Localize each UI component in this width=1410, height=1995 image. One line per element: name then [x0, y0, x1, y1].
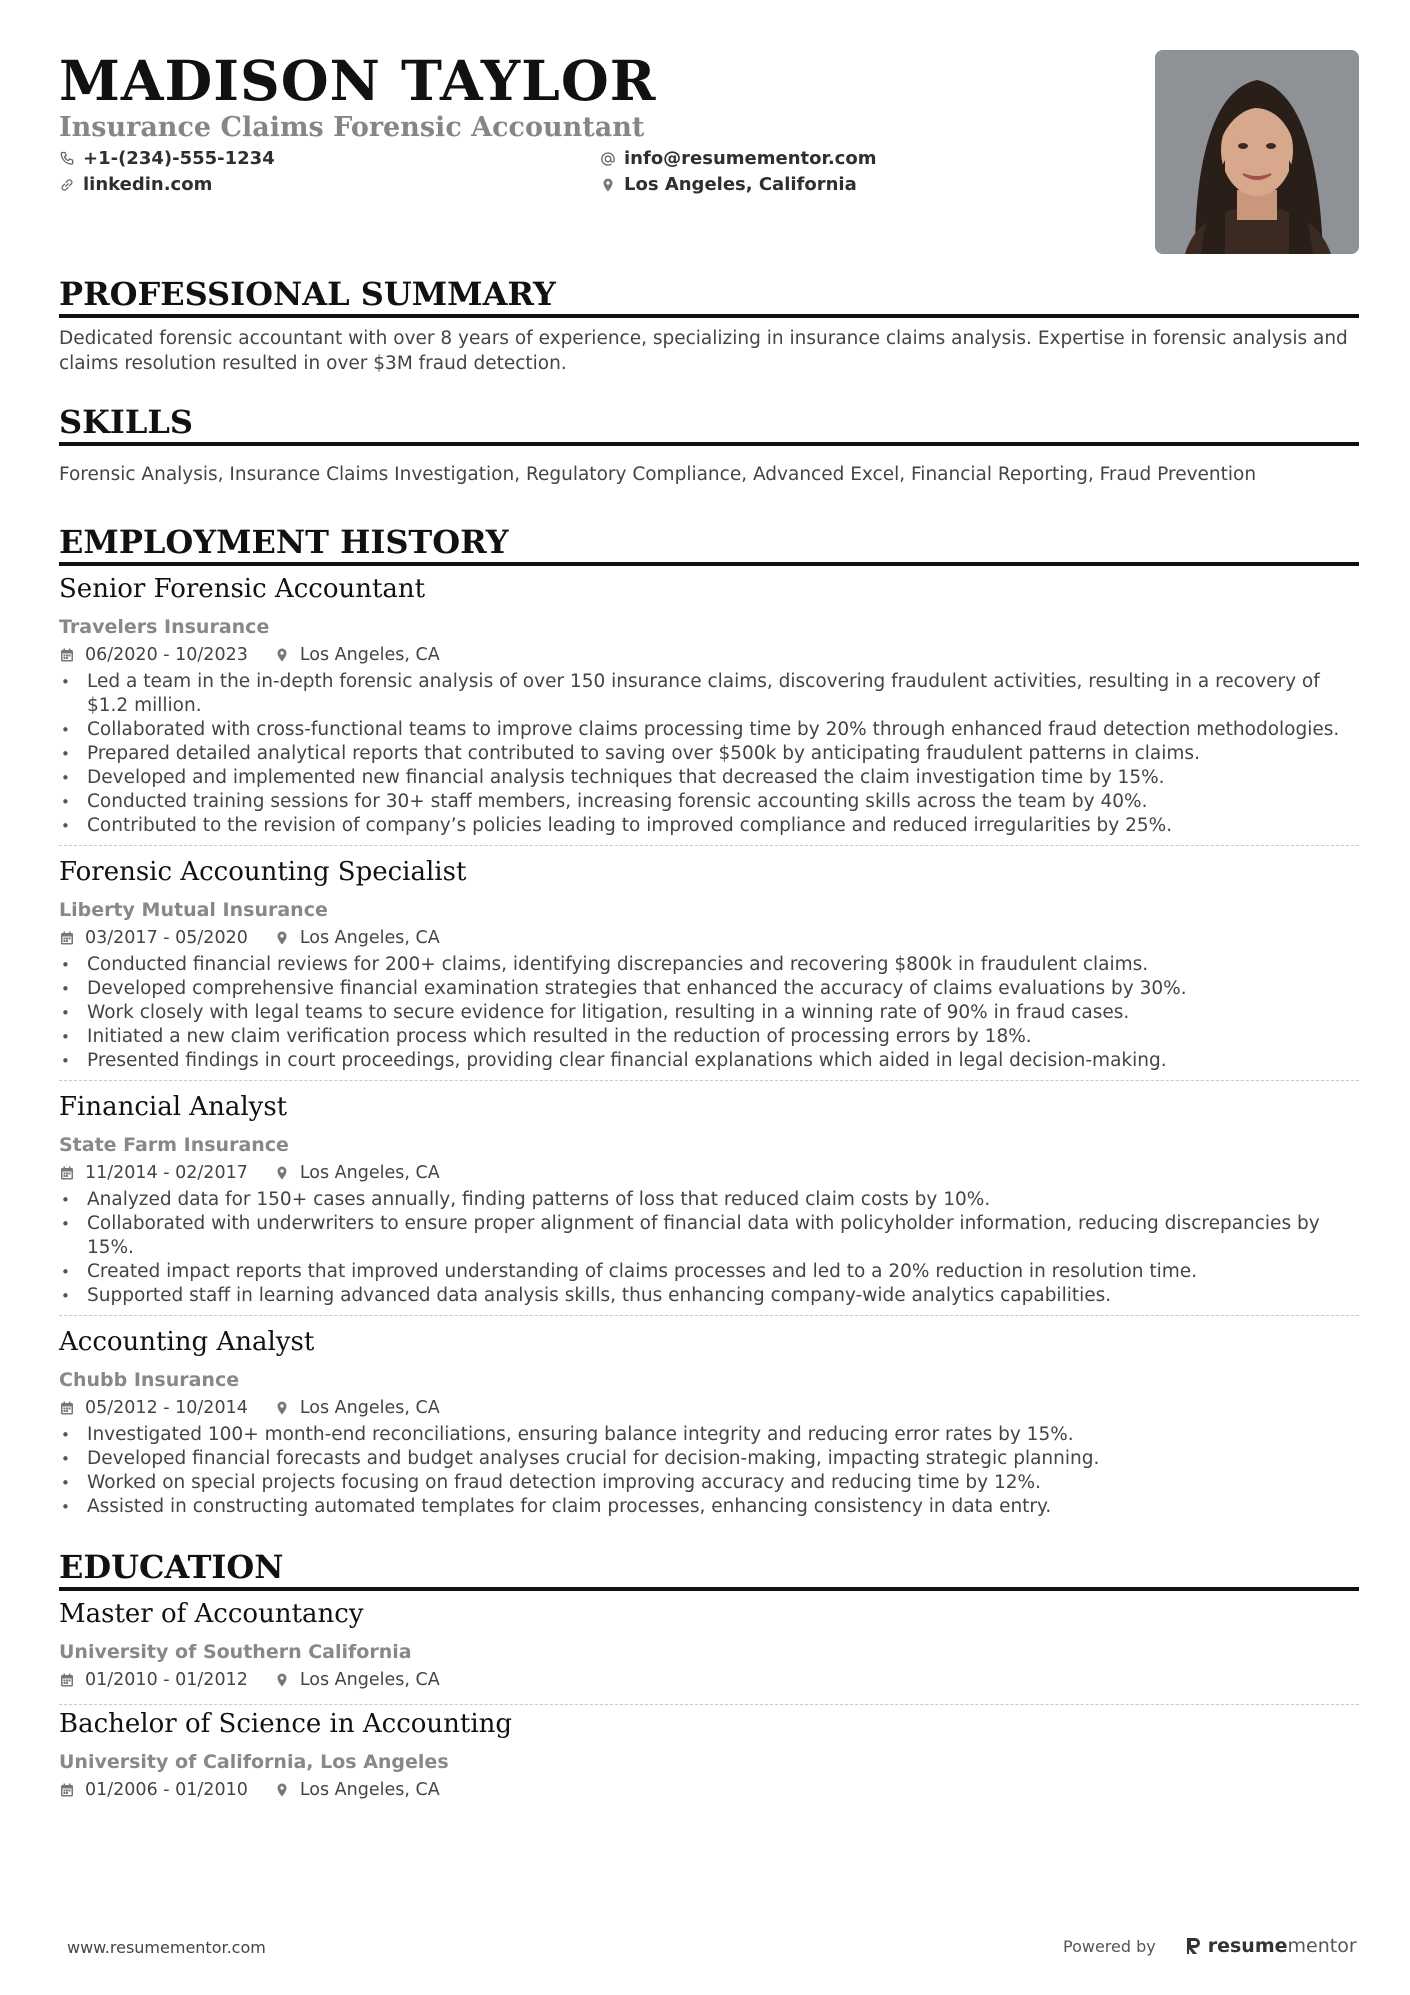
job-meta	[59, 1161, 440, 1185]
powered-by-label: Powered by	[1063, 1936, 1156, 1956]
footer-powered-by	[1063, 1935, 1357, 1957]
linkedin-text: linkedin.com	[83, 174, 213, 195]
education-divider	[59, 1704, 1359, 1705]
skills-heading: SKILLS	[59, 402, 1359, 446]
contact-phone	[59, 147, 275, 171]
calendar-icon	[59, 1672, 75, 1688]
job-divider	[59, 1080, 1359, 1081]
job-meta	[59, 643, 440, 667]
job-bullets	[59, 953, 1359, 1073]
job-meta	[59, 926, 440, 950]
degree-title: Bachelor of Science in Accounting	[59, 1709, 513, 1739]
candidate-name: MADISON TAYLOR	[59, 48, 657, 113]
list-item: • Developed and implemented new financial analysis techniques that decreased the claim investigation time by 15%.	[59, 766, 1359, 790]
list-item: • Created impact reports that improved understanding of claims processes and led to a 20% reduction in resolution time.	[59, 1260, 1359, 1284]
employment-heading: EMPLOYMENT HISTORY	[59, 522, 1359, 566]
education-dates: 01/2010 - 01/2012	[85, 1670, 248, 1690]
list-item: • Presented findings in court proceedings, providing clear financial explanations which aided in legal decision-making.	[59, 1049, 1359, 1073]
job-divider	[59, 1315, 1359, 1316]
location-text: Los Angeles, California	[624, 174, 857, 195]
list-item: • Developed financial forecasts and budget analyses crucial for decision-making, impacting strategic planning.	[59, 1447, 1359, 1471]
location-pin-icon	[274, 930, 290, 946]
education-meta	[59, 1778, 440, 1802]
list-item: • Initiated a new claim verification process which resulted in the reduction of processing errors by 18%.	[59, 1025, 1359, 1049]
email-text: info@resumementor.com	[624, 148, 877, 169]
list-item: • Collaborated with cross-functional teams to improve claims processing time by 20% through enhanced fraud detection methodologies.	[59, 718, 1359, 742]
list-item: • Led a team in the in-depth forensic analysis of over 150 insurance claims, discovering fraudulent activities, resulting in a recovery of $1.2 million.	[59, 670, 1359, 718]
job-bullets	[59, 670, 1359, 838]
job-dates: 03/2017 - 05/2020	[85, 928, 248, 948]
contact-linkedin	[59, 173, 212, 197]
job-company: Travelers Insurance	[59, 616, 270, 638]
education-meta	[59, 1668, 440, 1692]
list-item: • Analyzed data for 150+ cases annually, finding patterns of loss that reduced claim costs by 10%.	[59, 1188, 1359, 1212]
list-item: • Prepared detailed analytical reports that contributed to saving over $500k by anticipating fraudulent patterns in claims.	[59, 742, 1359, 766]
degree-title: Master of Accountancy	[59, 1599, 364, 1629]
job-dates: 05/2012 - 10/2014	[85, 1398, 248, 1418]
contact-location	[600, 173, 857, 197]
list-item: • Contributed to the revision of company’s policies leading to improved compliance and reduced irregularities by 25%.	[59, 814, 1359, 838]
summary-heading: PROFESSIONAL SUMMARY	[59, 274, 1359, 318]
job-title: Forensic Accounting Specialist	[59, 857, 467, 887]
resumementor-logo-icon	[1184, 1936, 1202, 1956]
location-pin-icon	[274, 1672, 290, 1688]
calendar-icon	[59, 647, 75, 663]
location-pin-icon	[274, 1782, 290, 1798]
location-pin-icon	[274, 1400, 290, 1416]
list-item: • Collaborated with underwriters to ensure proper alignment of financial data with policyholder information, reducing discrepancies by 15%.	[59, 1212, 1359, 1260]
job-company: Chubb Insurance	[59, 1369, 240, 1391]
footer-website-link[interactable]: www.resumementor.com	[67, 1938, 266, 1957]
link-icon	[59, 177, 75, 193]
job-meta	[59, 1396, 440, 1420]
calendar-icon	[59, 1400, 75, 1416]
calendar-icon	[59, 1165, 75, 1181]
job-company: State Farm Insurance	[59, 1134, 289, 1156]
education-location: Los Angeles, CA	[299, 1670, 440, 1690]
summary-text: Dedicated forensic accountant with over 8 years of experience, specializing in insurance claims analysis. Expertise in forensic analysis and claims resolution resulted in over $3M fraud detection.	[59, 328, 1348, 374]
job-company: Liberty Mutual Insurance	[59, 899, 328, 921]
list-item: • Developed comprehensive financial examination strategies that enhanced the accuracy of claims evaluations by 30%.	[59, 977, 1359, 1001]
profile-photo	[1155, 50, 1359, 254]
skills-text: Forensic Analysis, Insurance Claims Investigation, Regulatory Compliance, Advanced Excel, Financial Reporting, Fraud Prevention	[59, 464, 1257, 485]
job-location: Los Angeles, CA	[299, 645, 440, 665]
list-item: • Investigated 100+ month-end reconciliations, ensuring balance integrity and reducing error rates by 15%.	[59, 1423, 1359, 1447]
brand-name-bold: resume	[1207, 1935, 1288, 1957]
list-item: • Conducted training sessions for 30+ staff members, increasing forensic accounting skills across the team by 40%.	[59, 790, 1359, 814]
calendar-icon	[59, 1782, 75, 1798]
job-bullets	[59, 1423, 1359, 1519]
at-icon	[600, 151, 616, 167]
education-location: Los Angeles, CA	[299, 1780, 440, 1800]
candidate-title: Insurance Claims Forensic Accountant	[59, 112, 645, 143]
phone-text: +1-(234)-555-1234	[83, 148, 275, 169]
list-item: • Worked on special projects focusing on fraud detection improving accuracy and reducing time by 12%.	[59, 1471, 1359, 1495]
job-location: Los Angeles, CA	[299, 1163, 440, 1183]
school-name: University of California, Los Angeles	[59, 1751, 449, 1773]
location-pin-icon	[274, 1165, 290, 1181]
list-item: • Conducted financial reviews for 200+ claims, identifying discrepancies and recovering $800k in fraudulent claims.	[59, 953, 1359, 977]
contact-email	[600, 147, 876, 171]
job-bullets	[59, 1188, 1359, 1308]
brand-logo[interactable]	[1184, 1935, 1357, 1957]
job-dates: 06/2020 - 10/2023	[85, 645, 248, 665]
job-title: Accounting Analyst	[59, 1327, 315, 1357]
job-dates: 11/2014 - 02/2017	[85, 1163, 248, 1183]
job-title: Senior Forensic Accountant	[59, 574, 426, 604]
location-pin-icon	[600, 177, 616, 193]
list-item: • Supported staff in learning advanced data analysis skills, thus enhancing company-wide analytics capabilities.	[59, 1284, 1359, 1308]
list-item: • Work closely with legal teams to secure evidence for litigation, resulting in a winning rate of 90% in fraud cases.	[59, 1001, 1359, 1025]
education-dates: 01/2006 - 01/2010	[85, 1780, 248, 1800]
job-title: Financial Analyst	[59, 1092, 288, 1122]
phone-icon	[59, 151, 75, 167]
education-heading: EDUCATION	[59, 1547, 1359, 1591]
job-divider	[59, 845, 1359, 846]
list-item: • Assisted in constructing automated templates for claim processes, enhancing consistency in data entry.	[59, 1495, 1359, 1519]
school-name: University of Southern California	[59, 1641, 412, 1663]
calendar-icon	[59, 930, 75, 946]
portrait-image	[1155, 50, 1359, 254]
job-location: Los Angeles, CA	[299, 1398, 440, 1418]
job-location: Los Angeles, CA	[299, 928, 440, 948]
brand-name-thin: mentor	[1287, 1935, 1357, 1957]
location-pin-icon	[274, 647, 290, 663]
